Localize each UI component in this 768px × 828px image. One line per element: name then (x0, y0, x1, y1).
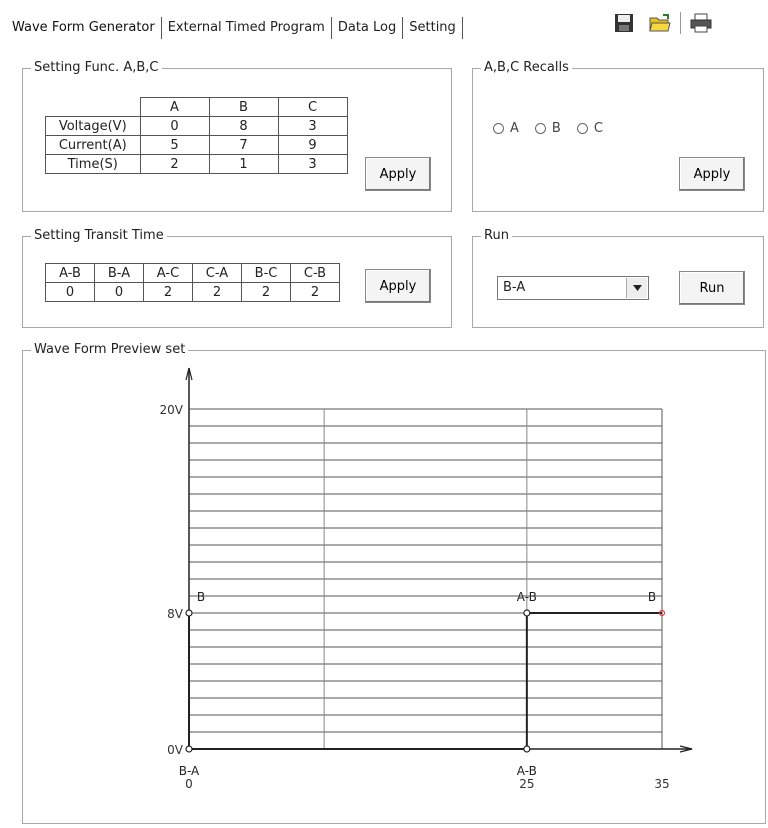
func-table (45, 97, 348, 174)
row-label-voltage: Voltage(V) (46, 117, 141, 136)
tab-data-log[interactable]: Data Log (337, 20, 397, 35)
transit-time-group (22, 228, 452, 328)
column-header: A (140, 98, 209, 117)
transit-time-title: Setting Transit Time (31, 228, 167, 244)
run-group (472, 228, 764, 328)
tab-wave-form-generator[interactable]: Wave Form Generator (12, 20, 155, 35)
tab-bar (6, 14, 463, 42)
point-label: B-A (178, 764, 200, 778)
save-icon (614, 13, 634, 33)
transit-bc-cell[interactable]: 2 (242, 283, 291, 302)
chevron-down-icon[interactable] (626, 278, 647, 298)
wave-preview-title: Wave Form Preview set (31, 342, 188, 358)
print-icon (690, 13, 712, 33)
point-label: A-B (516, 590, 537, 604)
toolbar (612, 12, 713, 34)
x-tick-label: 25 (519, 777, 535, 791)
transit-cb-cell[interactable]: 2 (291, 283, 340, 302)
tab-external-timed-program[interactable]: External Timed Program (167, 20, 325, 35)
recall-options (493, 121, 603, 136)
column-header: C-B (291, 264, 340, 283)
recall-option-b[interactable]: B (535, 121, 561, 136)
open-button[interactable] (648, 12, 672, 34)
column-header: B-A (95, 264, 144, 283)
apply-transit-button[interactable]: Apply (365, 269, 431, 303)
y-tick-label: 8V (167, 607, 183, 621)
save-button[interactable] (612, 12, 636, 34)
run-selected-value: B-A (503, 280, 526, 295)
apply-recall-button[interactable]: Apply (679, 157, 745, 191)
time-c-cell[interactable]: 3 (278, 155, 347, 174)
apply-func-button[interactable]: Apply (365, 157, 431, 191)
row-label-current: Current(A) (46, 136, 141, 155)
run-title: Run (481, 228, 512, 244)
column-header: C (278, 98, 347, 117)
wave-preview-group (22, 342, 766, 824)
recall-option-c[interactable]: C (577, 121, 603, 136)
x-tick-label: 35 (654, 777, 670, 791)
current-c-cell[interactable]: 9 (278, 136, 347, 155)
x-tick-label: 0 (185, 777, 193, 791)
column-header: B-C (242, 264, 291, 283)
voltage-c-cell[interactable]: 3 (278, 117, 347, 136)
current-b-cell[interactable]: 7 (209, 136, 278, 155)
column-header: A-C (144, 264, 193, 283)
tab-separator (462, 17, 463, 39)
voltage-b-cell[interactable]: 8 (209, 117, 278, 136)
current-a-cell[interactable]: 5 (140, 136, 209, 155)
time-a-cell[interactable]: 2 (140, 155, 209, 174)
y-tick-label: 20V (159, 403, 183, 417)
radio-circle (535, 123, 546, 134)
transit-ac-cell[interactable]: 2 (144, 283, 193, 302)
setting-func-group (22, 60, 452, 212)
open-folder-icon (649, 13, 671, 33)
setting-func-title: Setting Func. A,B,C (31, 60, 162, 76)
run-button[interactable]: Run (679, 271, 745, 305)
tab-setting[interactable]: Setting (409, 20, 456, 35)
point-label: B (647, 590, 657, 604)
run-sequence-select[interactable] (497, 276, 649, 300)
transit-ba-cell[interactable]: 0 (95, 283, 144, 302)
column-header: B (209, 98, 278, 117)
print-button[interactable] (689, 12, 713, 34)
voltage-a-cell[interactable]: 0 (140, 117, 209, 136)
radio-circle (577, 123, 588, 134)
y-tick-label: 0V (167, 743, 183, 757)
recall-option-a[interactable]: A (493, 121, 519, 136)
row-label-time: Time(S) (46, 155, 141, 174)
recalls-group (472, 60, 764, 212)
radio-circle (493, 123, 504, 134)
point-label: B (196, 590, 206, 604)
point-label: A-B (516, 764, 537, 778)
transit-table (45, 263, 340, 302)
toolbar-separator (680, 12, 681, 34)
column-header: C-A (193, 264, 242, 283)
time-b-cell[interactable]: 1 (209, 155, 278, 174)
transit-ca-cell[interactable]: 2 (193, 283, 242, 302)
transit-ab-cell[interactable]: 0 (46, 283, 95, 302)
column-header: A-B (46, 264, 95, 283)
recalls-title: A,B,C Recalls (481, 60, 572, 76)
